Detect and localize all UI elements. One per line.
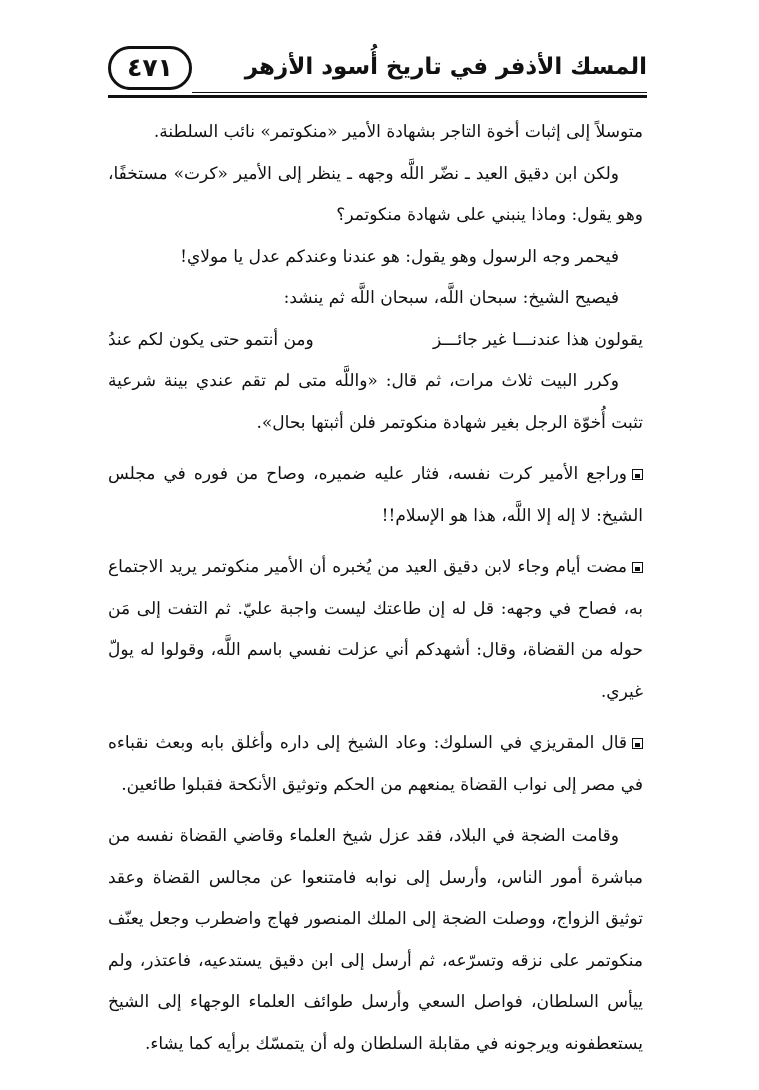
verse-second-half: ومن أنتمو حتى يكون لكم عندُ: [108, 329, 314, 350]
poem-verse: [108, 320, 643, 362]
paragraph-6: [108, 454, 643, 537]
paragraph-8-text: قال المقريزي في السلوك: وعاد الشيخ إلى داره وأغلق بابه وبعث نقباءه في مصر إلى نواب القضاة يمنعهم من الحكم وتوثيق الأنكحة فقبلوا طائعين.: [108, 733, 643, 795]
section-square-icon: [632, 562, 643, 573]
paragraph-6-text: وراجع الأمير كرت نفسه، فثار عليه ضميره، وصاح من فوره في مجلس الشيخ: لا إله إلا اللَّه، هذا هو الإسلام!!: [108, 464, 643, 526]
paragraph-7-text: مضت أيام وجاء لابن دقيق العيد من يُخبره أن الأمير منكوتمر يريد الاجتماع به، فصاح في وجهه: قل له إن طاعتك ليست واجبة عليّ. ثم التفت إلى مَن حوله من القضاة، وقال: أشهدكم أني عزلت نفسي باسم اللَّه، وقولوا له يولّ غيري.: [108, 557, 643, 702]
paragraph-9: وقامت الضجة في البلاد، فقد عزل شيخ العلماء وقاضي القضاة نفسه من مباشرة أمور الناس، وأرسل إلى نوابه فامتنعوا عن مجالس القضاة وعقد توثيق الزواج، ووصلت الضجة إلى الملك المنصور فهاج واضطرب وجعل يعنّف منكوتمر على نزقه وتسرّعه، ثم أرسل إلى ابن دقيق يستدعيه، فاعتذر، ولم ييأس السلطان، فواصل السعي وأرسل طوائف العلماء الوجهاء إلى الشيخ يستعطفونه ويرجونه في مقابلة السلطان وله أن يتمسّك برأيه كما يشاء.: [108, 826, 643, 1054]
page-header: [108, 40, 647, 98]
header-rule-thin: [192, 92, 647, 93]
body-text: [108, 112, 643, 1065]
paragraph-7: [108, 547, 643, 713]
paragraph-5: وكرر البيت ثلاث مرات، ثم قال: «واللَّه متى لم تقم عندي بينة شرعية تثبت أُخوّة الرجل بغير شهادة منكوتمر فلن أثبتها بحال».: [108, 371, 643, 433]
verse-first-half: يقولون هذا عندنـــا غير جائـــز: [433, 329, 643, 350]
running-title: المسك الأذفر في تاريخ أُسود الأزهر: [244, 54, 647, 80]
page-number: ٤٧١: [108, 46, 192, 90]
header-rule: [108, 95, 647, 98]
section-square-icon: [632, 469, 643, 480]
paragraph-8: [108, 723, 643, 806]
section-square-icon: [632, 738, 643, 749]
paragraph-4: فيصيح الشيخ: سبحان اللَّه، سبحان اللَّه ثم ينشد:: [283, 288, 619, 308]
paragraph-1: متوسلاً إلى إثبات أخوة التاجر بشهادة الأمير «منكوتمر» نائب السلطنة.: [153, 122, 643, 142]
paragraph-2: ولكن ابن دقيق العيد ـ نضّر اللَّه وجهه ـ ينظر إلى الأمير «كرت» مستخفًا، وهو يقول: وماذا ينبني على شهادة منكوتمر؟: [108, 163, 643, 225]
paragraph-3: فيحمر وجه الرسول وهو يقول: هو عندنا وعندكم عدل يا مولاي!: [180, 246, 619, 267]
